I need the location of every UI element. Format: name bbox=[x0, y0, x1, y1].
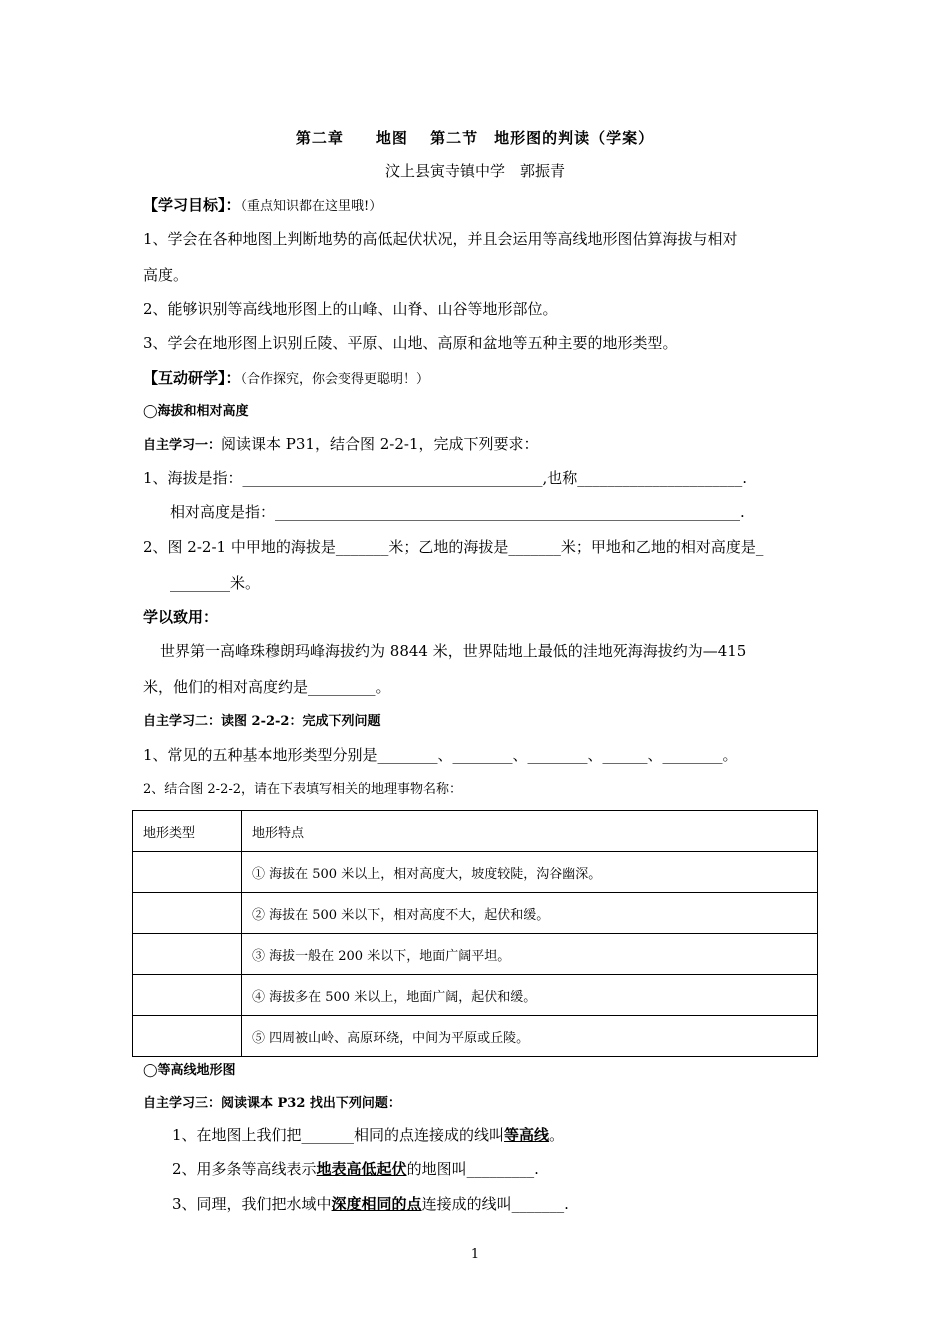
table-row bbox=[133, 934, 818, 975]
table-instruction: 2、结合图 2-2-2，请在下表填写相关的地理事物名称： bbox=[143, 782, 463, 797]
contour-q1-post: 。 bbox=[549, 1126, 565, 1144]
table-header-row bbox=[133, 811, 818, 852]
section-title-contour: ◯等高线地形图 bbox=[143, 1063, 236, 1078]
contour-q3-pre: 3、同理，我们把水域中 bbox=[172, 1195, 332, 1213]
table-cell-type[interactable] bbox=[133, 975, 242, 1016]
study1-label: 自主学习一： bbox=[143, 438, 222, 453]
table-cell-type[interactable] bbox=[133, 1016, 242, 1057]
contour-q1-term: 等高线 bbox=[504, 1126, 550, 1144]
apply-text-b: 米，他们的相对高度约是_________。 bbox=[143, 678, 391, 696]
table-row bbox=[133, 893, 818, 934]
contour-question-3 bbox=[172, 1194, 569, 1214]
table-header-type: 地形类型 bbox=[133, 811, 242, 852]
contour-q1-pre: 1、在地图上我们把_______相同的点连接成的线叫 bbox=[172, 1126, 505, 1144]
interactive-heading: 【互动研学】： bbox=[143, 369, 241, 387]
study1-text: 阅读课本 P31，结合图 2-2-1，完成下列要求： bbox=[221, 435, 539, 453]
page-number: 1 bbox=[470, 1247, 480, 1262]
goal-item-3: 3、学会在地形图上识别丘陵、平原、山地、高原和盆地等五种主要的地形类型。 bbox=[143, 334, 678, 352]
landform-types-question: 1、常见的五种基本地形类型分别是________、________、________、______、________。 bbox=[143, 746, 738, 764]
interactive-heading-line bbox=[143, 368, 429, 390]
contour-q2-pre: 2、用多条等高线表示 bbox=[172, 1160, 317, 1178]
table-row bbox=[133, 1016, 818, 1057]
table-cell-feature: ② 海拔在 500 米以下，相对高度不大，起伏和缓。 bbox=[242, 893, 818, 934]
question-2a: 2、图 2-2-1 中甲地的海拔是_______米；乙地的海拔是_______米；甲地和乙地的相对高度是_ bbox=[143, 538, 764, 556]
study2-heading: 自主学习二：读图 2-2-2：完成下列问题 bbox=[143, 714, 381, 729]
page-title: 第二章 地图 第二节 地形图的判读（学案） bbox=[295, 129, 655, 147]
study3-heading: 自主学习三：阅读课本 P32 找出下列问题： bbox=[143, 1096, 401, 1111]
table-cell-feature: ③ 海拔一般在 200 米以下，地面广阔平坦。 bbox=[242, 934, 818, 975]
contour-q2-post: 的地图叫_________. bbox=[406, 1160, 539, 1178]
table-row bbox=[133, 975, 818, 1016]
landform-table bbox=[132, 810, 818, 1057]
table-cell-feature: ⑤ 四周被山岭、高原环绕，中间为平原或丘陵。 bbox=[242, 1016, 818, 1057]
author-line: 汶上县寅寺镇中学 郭振青 bbox=[384, 162, 565, 180]
study1-line bbox=[143, 434, 539, 456]
table-row bbox=[133, 852, 818, 893]
interactive-note: （合作探究，你会变得更聪明！） bbox=[240, 372, 430, 387]
apply-text-a: 世界第一高峰珠穆朗玛峰海拔约为 8844 米，世界陆地上最低的洼地死海海拔约为—415 bbox=[160, 642, 747, 660]
contour-q3-term: 深度相同的点 bbox=[331, 1195, 422, 1213]
table-cell-feature: ④ 海拔多在 500 米以上，地面广阔，起伏和缓。 bbox=[242, 975, 818, 1016]
contour-q3-post: 连接成的线叫_______. bbox=[421, 1195, 569, 1213]
contour-q2-term: 地表高低起伏 bbox=[316, 1160, 407, 1178]
goal-item-1a: 1、学会在各种地图上判断地势的高低起伏状况，并且会运用等高线地形图估算海拔与相对 bbox=[143, 230, 738, 248]
goals-heading-line bbox=[143, 195, 382, 217]
contour-question-1 bbox=[172, 1125, 564, 1145]
question-altitude-def: 1、海拔是指：________________________________________,也称______________________. bbox=[143, 469, 748, 487]
contour-question-2 bbox=[172, 1159, 539, 1179]
goals-heading: 【学习目标】： bbox=[143, 196, 241, 214]
table-cell-type[interactable] bbox=[133, 852, 242, 893]
table-cell-type[interactable] bbox=[133, 934, 242, 975]
table-cell-feature: ① 海拔在 500 米以上，相对高度大，坡度较陡，沟谷幽深。 bbox=[242, 852, 818, 893]
question-relative-height-def: 相对高度是指：______________________________________________________________. bbox=[170, 503, 745, 521]
table-cell-type[interactable] bbox=[133, 893, 242, 934]
goal-item-1b: 高度。 bbox=[143, 266, 189, 284]
question-2b: ________米。 bbox=[170, 574, 261, 592]
section-title-altitude: ◯海拔和相对高度 bbox=[143, 404, 249, 419]
table-header-feature: 地形特点 bbox=[242, 811, 818, 852]
goals-note: （重点知识都在这里哦!） bbox=[240, 199, 383, 214]
apply-label: 学以致用： bbox=[143, 608, 219, 626]
goal-item-2: 2、能够识别等高线地形图上的山峰、山脊、山谷等地形部位。 bbox=[143, 300, 558, 318]
